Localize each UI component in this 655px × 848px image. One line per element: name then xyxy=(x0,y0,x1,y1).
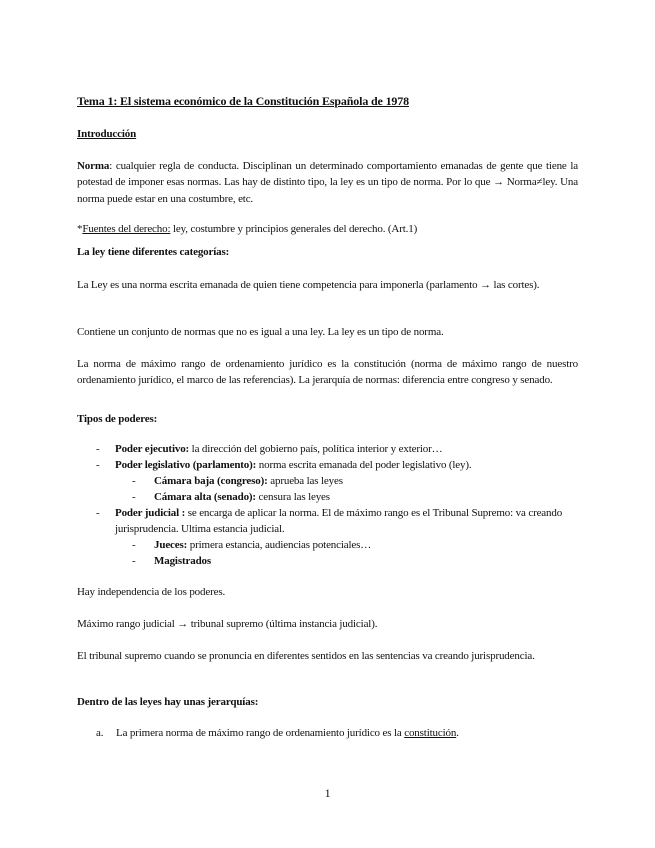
norma-term: Norma xyxy=(77,160,110,172)
ley-constitucion-paragraph: La norma de máximo rango de ordenamiento jurídico es la constitución (norma de máximo rango de nuestro ordenamiento jurídico, el marco de las referencias). La jerarquía de normas: diferencia entre congreso y senado. xyxy=(77,358,578,387)
bullet-dash: - xyxy=(132,539,136,551)
list-item-end: . xyxy=(456,727,459,739)
independencia-paragraph: Hay independencia de los poderes. xyxy=(77,586,226,598)
bullet-dash: - xyxy=(132,555,136,567)
poder-ejecutivo-text: la dirección del gobierno país, política interior y exterior… xyxy=(189,443,443,455)
jerarquias-list-item xyxy=(96,726,459,741)
camara-alta-item xyxy=(132,489,581,505)
judicial-sublist xyxy=(115,537,581,569)
poder-judicial-text: se encarga de aplicar la norma. El de máximo rango es el Tribunal Supremo: va creando jurisprudencia. Ultima estancia judicial. xyxy=(115,507,563,535)
magistrados-item xyxy=(132,553,581,569)
tribunal-paragraph: El tribunal supremo cuando se pronuncia en diferentes sentidos en las sentencias va creando jurisprudencia. xyxy=(77,650,535,662)
jueces-term: Jueces: xyxy=(154,539,188,551)
fuentes-paragraph xyxy=(77,222,577,237)
poderes-list xyxy=(96,441,581,569)
ley-definition-paragraph: La Ley es una norma escrita emanada de quien tiene competencia para imponerla (parlamento → las cortes). xyxy=(77,279,540,291)
camara-alta-term: Cámara alta (senado): xyxy=(154,491,256,503)
poder-legislativo-term: Poder legislativo (parlamento): xyxy=(115,459,257,471)
fuentes-label: Fuentes del derecho: xyxy=(82,223,171,235)
norma-text: : cualquier regla de conducta. Disciplinan un determinado comportamiento emanadas de gente que tiene la potestad de imponer esas normas. Las hay de distinto tipo, la ley es un tipo de norma. Por lo que → Norma≠ley. Una norma puede estar en una costumbre, etc. xyxy=(77,160,578,205)
poderes-heading: Tipos de poderes: xyxy=(77,413,158,425)
camara-alta-text: censura las leyes xyxy=(255,491,330,503)
ley-conjunto-paragraph: Contiene un conjunto de normas que no es igual a una ley. La ley es un tipo de norma. xyxy=(77,326,444,338)
poder-legislativo-item xyxy=(96,457,581,505)
magistrados-term: Magistrados xyxy=(154,555,212,567)
bullet-dash: - xyxy=(96,459,100,471)
camara-baja-term: Cámara baja (congreso): xyxy=(154,475,268,487)
maximo-rango-paragraph: Máximo rango judicial → tribunal supremo (última instancia judicial). xyxy=(77,618,378,630)
poder-judicial-term: Poder judicial : xyxy=(115,507,186,519)
poder-ejecutivo-item xyxy=(96,441,581,457)
camara-baja-text: aprueba las leyes xyxy=(267,475,343,487)
categorias-heading: La ley tiene diferentes categorías: xyxy=(77,246,230,258)
list-item-text: La primera norma de máximo rango de ordenamiento jurídico es la xyxy=(116,727,405,739)
poder-legislativo-text: norma escrita emanada del poder legislativo (ley). xyxy=(256,459,472,471)
bullet-dash: - xyxy=(96,443,100,455)
camara-baja-item xyxy=(132,473,581,489)
bullet-dash: - xyxy=(132,491,136,503)
jerarquias-heading: Dentro de las leyes hay unas jerarquías: xyxy=(77,696,259,708)
poder-judicial-item xyxy=(96,505,581,569)
bullet-dash: - xyxy=(96,507,100,519)
list-marker: a. xyxy=(96,727,104,739)
camaras-sublist xyxy=(115,473,581,505)
bullet-dash: - xyxy=(132,475,136,487)
intro-heading: Introducción xyxy=(77,128,137,140)
norma-paragraph xyxy=(77,158,578,207)
fuentes-prefix: * xyxy=(77,223,83,235)
page-number: 1 xyxy=(324,786,331,800)
jueces-text: primera estancia, audiencias potenciales… xyxy=(187,539,372,551)
fuentes-text: ley, costumbre y principios generales del derecho. (Art.1) xyxy=(170,223,418,235)
poder-ejecutivo-term: Poder ejecutivo: xyxy=(115,443,190,455)
document-title: Tema 1: El sistema económico de la Constitución Española de 1978 xyxy=(77,94,409,108)
jueces-item xyxy=(132,537,581,553)
constitucion-word: constitución xyxy=(404,727,457,739)
